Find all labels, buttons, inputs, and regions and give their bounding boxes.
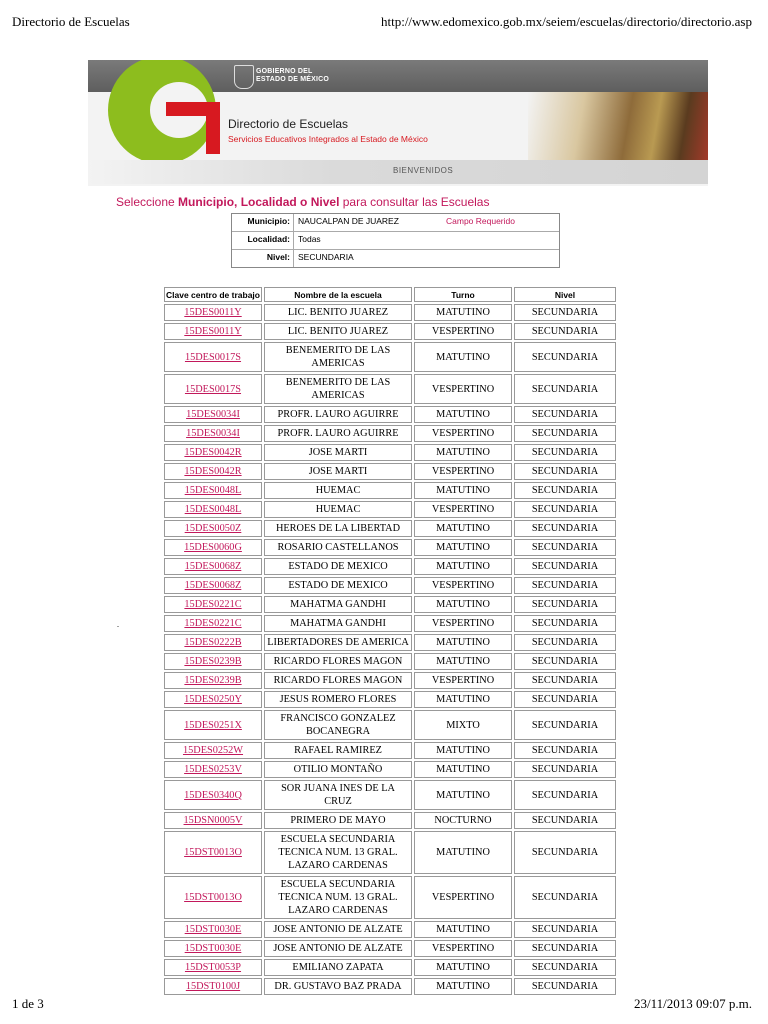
table-row <box>164 444 616 461</box>
table-row <box>164 482 616 499</box>
school-name: MAHATMA GANDHI <box>264 596 412 613</box>
school-code-link[interactable]: 15DST0030E <box>184 943 242 954</box>
school-name: JESUS ROMERO FLORES <box>264 691 412 708</box>
table-row <box>164 615 616 632</box>
table-row <box>164 374 616 404</box>
print-header-url: http://www.edomexico.gob.mx/seiem/escuelas/directorio/directorio.asp <box>380 14 752 29</box>
school-code-link[interactable]: 15DES0060G <box>184 542 242 553</box>
school-name: PROFR. LAURO AGUIRRE <box>264 425 412 442</box>
table-row <box>164 463 616 480</box>
shift: MATUTINO <box>414 342 512 372</box>
code-cell <box>164 558 262 575</box>
nivel-select[interactable]: SECUNDARIA <box>298 252 354 262</box>
school-code-link[interactable]: 15DES0042R <box>184 447 242 458</box>
code-cell <box>164 444 262 461</box>
level: SECUNDARIA <box>514 634 616 651</box>
school-name: PRIMERO DE MAYO <box>264 812 412 829</box>
level: SECUNDARIA <box>514 710 616 740</box>
table-row <box>164 940 616 957</box>
school-name: RICARDO FLORES MAGON <box>264 653 412 670</box>
school-code-link[interactable]: 15DES0221C <box>184 599 242 610</box>
table-row <box>164 672 616 689</box>
code-cell <box>164 577 262 594</box>
school-code-link[interactable]: 15DES0251X <box>184 719 242 731</box>
table-row <box>164 921 616 938</box>
shift: VESPERTINO <box>414 615 512 632</box>
school-code-link[interactable]: 15DES0042R <box>184 466 242 477</box>
school-name: ESCUELA SECUNDARIA TECNICA NUM. 13 GRAL. LAZARO CARDENAS <box>264 876 412 919</box>
level: SECUNDARIA <box>514 761 616 778</box>
school-code-link[interactable]: 15DES0034I <box>186 428 240 439</box>
school-name: RAFAEL RAMIREZ <box>264 742 412 759</box>
table-row <box>164 876 616 919</box>
column-header: Turno <box>414 287 512 302</box>
page-counter: 1 de 3 <box>12 996 44 1011</box>
shift: MATUTINO <box>414 634 512 651</box>
code-cell <box>164 978 262 995</box>
table-row <box>164 539 616 556</box>
level: SECUNDARIA <box>514 323 616 340</box>
school-name: ROSARIO CASTELLANOS <box>264 539 412 556</box>
shift: VESPERTINO <box>414 876 512 919</box>
level: SECUNDARIA <box>514 672 616 689</box>
shift: MATUTINO <box>414 596 512 613</box>
level: SECUNDARIA <box>514 482 616 499</box>
level: SECUNDARIA <box>514 653 616 670</box>
level: SECUNDARIA <box>514 463 616 480</box>
school-name: BENEMERITO DE LAS AMERICAS <box>264 342 412 372</box>
school-code-link[interactable]: 15DES0221C <box>184 618 242 629</box>
print-header-title: Directorio de Escuelas <box>12 14 130 29</box>
shift: VESPERTINO <box>414 577 512 594</box>
table-row <box>164 742 616 759</box>
school-name: LIC. BENITO JUAREZ <box>264 304 412 321</box>
code-cell <box>164 940 262 957</box>
table-row <box>164 761 616 778</box>
level: SECUNDARIA <box>514 444 616 461</box>
shift: MATUTINO <box>414 959 512 976</box>
code-cell <box>164 596 262 613</box>
code-cell <box>164 831 262 874</box>
level: SECUNDARIA <box>514 374 616 404</box>
school-code-link[interactable]: 15DES0048L <box>184 485 242 496</box>
shift: MATUTINO <box>414 653 512 670</box>
table-row <box>164 653 616 670</box>
level: SECUNDARIA <box>514 615 616 632</box>
shift: VESPERTINO <box>414 940 512 957</box>
school-name: JOSE ANTONIO DE ALZATE <box>264 940 412 957</box>
school-name: HUEMAC <box>264 482 412 499</box>
school-code-link[interactable]: 15DES0250Y <box>184 694 242 705</box>
school-code-link[interactable]: 15DST0030E <box>184 924 242 935</box>
shift: MATUTINO <box>414 780 512 810</box>
code-cell <box>164 539 262 556</box>
code-cell <box>164 876 262 919</box>
school-code-link[interactable]: 15DES0017S <box>184 351 242 363</box>
school-code-link[interactable]: 15DES0222B <box>184 637 242 648</box>
column-header: Nivel <box>514 287 616 302</box>
school-name: ESTADO DE MEXICO <box>264 558 412 575</box>
school-name: DR. GUSTAVO BAZ PRADA <box>264 978 412 995</box>
school-code-link[interactable]: 15DST0013O <box>184 892 242 903</box>
table-row <box>164 501 616 518</box>
school-code-link[interactable]: 15DSN0005V <box>183 815 243 826</box>
shift: MATUTINO <box>414 558 512 575</box>
school-code-link[interactable]: 15DES0068Z <box>184 580 242 591</box>
school-code-link[interactable]: 15DES0340Q <box>184 789 242 801</box>
level: SECUNDARIA <box>514 831 616 874</box>
welcome-text: BIENVENIDOS <box>393 166 454 175</box>
shift: MATUTINO <box>414 742 512 759</box>
shift: MATUTINO <box>414 921 512 938</box>
municipio-select[interactable]: NAUCALPAN DE JUAREZ Campo Requerido <box>294 214 559 231</box>
filter-form <box>231 213 560 268</box>
shift: VESPERTINO <box>414 425 512 442</box>
required-note: Campo Requerido <box>446 216 515 226</box>
government-label: GOBIERNO DEL ESTADO DE MÉXICO <box>256 68 330 83</box>
shift: VESPERTINO <box>414 501 512 518</box>
school-name: HUEMAC <box>264 501 412 518</box>
level: SECUNDARIA <box>514 780 616 810</box>
school-name: LIC. BENITO JUAREZ <box>264 323 412 340</box>
column-header: Nombre de la escuela <box>264 287 412 302</box>
shift: NOCTURNO <box>414 812 512 829</box>
school-code-link[interactable]: 15DST0100J <box>185 981 241 992</box>
code-cell <box>164 425 262 442</box>
code-cell <box>164 482 262 499</box>
level: SECUNDARIA <box>514 304 616 321</box>
school-code-link[interactable]: 15DST0053P <box>184 962 242 973</box>
code-cell <box>164 959 262 976</box>
municipio-label: Municipio: <box>232 214 294 231</box>
shift: MATUTINO <box>414 444 512 461</box>
school-name: JOSE MARTI <box>264 444 412 461</box>
school-name: RICARDO FLORES MAGON <box>264 672 412 689</box>
table-row <box>164 520 616 537</box>
school-name: ESCUELA SECUNDARIA TECNICA NUM. 13 GRAL. LAZARO CARDENAS <box>264 831 412 874</box>
shift: MATUTINO <box>414 406 512 423</box>
table-row <box>164 780 616 810</box>
school-code-link[interactable]: 15DES0253V <box>184 764 242 775</box>
level: SECUNDARIA <box>514 558 616 575</box>
table-row <box>164 577 616 594</box>
code-cell <box>164 634 262 651</box>
table-row <box>164 406 616 423</box>
level: SECUNDARIA <box>514 691 616 708</box>
school-name: LIBERTADORES DE AMERICA <box>264 634 412 651</box>
localidad-label: Localidad: <box>232 232 294 249</box>
code-cell <box>164 691 262 708</box>
school-name: BENEMERITO DE LAS AMERICAS <box>264 374 412 404</box>
school-code-link[interactable]: 15DES0011Y <box>184 326 242 337</box>
school-name: JOSE ANTONIO DE ALZATE <box>264 921 412 938</box>
level: SECUNDARIA <box>514 539 616 556</box>
shift: MATUTINO <box>414 831 512 874</box>
school-code-link[interactable]: 15DES0048L <box>184 504 242 515</box>
g-logo-stem <box>206 102 220 154</box>
coat-of-arms-icon <box>234 65 254 89</box>
code-cell <box>164 323 262 340</box>
stray-dot: . <box>117 620 119 629</box>
code-cell <box>164 812 262 829</box>
school-name: MAHATMA GANDHI <box>264 615 412 632</box>
localidad-select[interactable]: Todas <box>298 234 321 244</box>
level: SECUNDARIA <box>514 596 616 613</box>
table-row <box>164 959 616 976</box>
banner-subtitle: Servicios Educativos Integrados al Estado de México <box>228 134 428 144</box>
code-cell <box>164 672 262 689</box>
code-cell <box>164 406 262 423</box>
level: SECUNDARIA <box>514 501 616 518</box>
school-name: EMILIANO ZAPATA <box>264 959 412 976</box>
site-banner <box>88 60 708 186</box>
shift: MATUTINO <box>414 691 512 708</box>
school-code-link[interactable]: 15DES0011Y <box>184 307 242 318</box>
table-row <box>164 978 616 995</box>
level: SECUNDARIA <box>514 742 616 759</box>
table-row <box>164 558 616 575</box>
table-row <box>164 323 616 340</box>
school-name: HEROES DE LA LIBERTAD <box>264 520 412 537</box>
table-row <box>164 812 616 829</box>
school-name: JOSE MARTI <box>264 463 412 480</box>
shift: MATUTINO <box>414 761 512 778</box>
level: SECUNDARIA <box>514 959 616 976</box>
shift: MATUTINO <box>414 304 512 321</box>
selection-prompt: Seleccione Municipio, Localidad o Nivel para consultar las Escuelas <box>116 195 490 209</box>
table-row <box>164 425 616 442</box>
shift: MIXTO <box>414 710 512 740</box>
code-cell <box>164 374 262 404</box>
level: SECUNDARIA <box>514 425 616 442</box>
code-cell <box>164 710 262 740</box>
school-name: PROFR. LAURO AGUIRRE <box>264 406 412 423</box>
school-name: OTILIO MONTAÑO <box>264 761 412 778</box>
banner-title: Directorio de Escuelas <box>228 117 349 131</box>
table-row <box>164 342 616 372</box>
code-cell <box>164 501 262 518</box>
level: SECUNDARIA <box>514 940 616 957</box>
school-code-link[interactable]: 15DES0068Z <box>184 561 242 572</box>
level: SECUNDARIA <box>514 812 616 829</box>
table-row <box>164 691 616 708</box>
code-cell <box>164 304 262 321</box>
code-cell <box>164 520 262 537</box>
school-name: SOR JUANA INES DE LA CRUZ <box>264 780 412 810</box>
school-code-link[interactable]: 15DES0239B <box>184 656 242 667</box>
shift: VESPERTINO <box>414 463 512 480</box>
school-code-link[interactable]: 15DES0034I <box>186 409 240 420</box>
code-cell <box>164 742 262 759</box>
level: SECUNDARIA <box>514 406 616 423</box>
shift: MATUTINO <box>414 520 512 537</box>
code-cell <box>164 615 262 632</box>
code-cell <box>164 342 262 372</box>
code-cell <box>164 921 262 938</box>
level: SECUNDARIA <box>514 577 616 594</box>
school-code-link[interactable]: 15DES0239B <box>184 675 242 686</box>
school-code-link[interactable]: 15DST0013O <box>184 847 242 858</box>
school-name: FRANCISCO GONZALEZ BOCANEGRA <box>264 710 412 740</box>
shift: VESPERTINO <box>414 323 512 340</box>
school-name: ESTADO DE MEXICO <box>264 577 412 594</box>
code-cell <box>164 761 262 778</box>
nivel-label: Nivel: <box>232 250 294 267</box>
code-cell <box>164 780 262 810</box>
code-cell <box>164 653 262 670</box>
shift: MATUTINO <box>414 539 512 556</box>
shift: VESPERTINO <box>414 374 512 404</box>
level: SECUNDARIA <box>514 876 616 919</box>
banner-photo <box>528 92 708 160</box>
level: SECUNDARIA <box>514 978 616 995</box>
shift: VESPERTINO <box>414 672 512 689</box>
level: SECUNDARIA <box>514 921 616 938</box>
table-row <box>164 634 616 651</box>
shift: MATUTINO <box>414 482 512 499</box>
table-row <box>164 304 616 321</box>
table-row <box>164 831 616 874</box>
table-row <box>164 596 616 613</box>
school-code-link[interactable]: 15DES0017S <box>184 383 242 395</box>
table-row <box>164 710 616 740</box>
print-datetime: 23/11/2013 09:07 p.m. <box>634 996 752 1011</box>
column-header: Clave centro de trabajo <box>164 287 262 302</box>
level: SECUNDARIA <box>514 342 616 372</box>
code-cell <box>164 463 262 480</box>
shift: MATUTINO <box>414 978 512 995</box>
school-code-link[interactable]: 15DES0050Z <box>184 523 242 534</box>
schools-table <box>162 285 618 997</box>
level: SECUNDARIA <box>514 520 616 537</box>
school-code-link[interactable]: 15DES0252W <box>182 745 244 756</box>
